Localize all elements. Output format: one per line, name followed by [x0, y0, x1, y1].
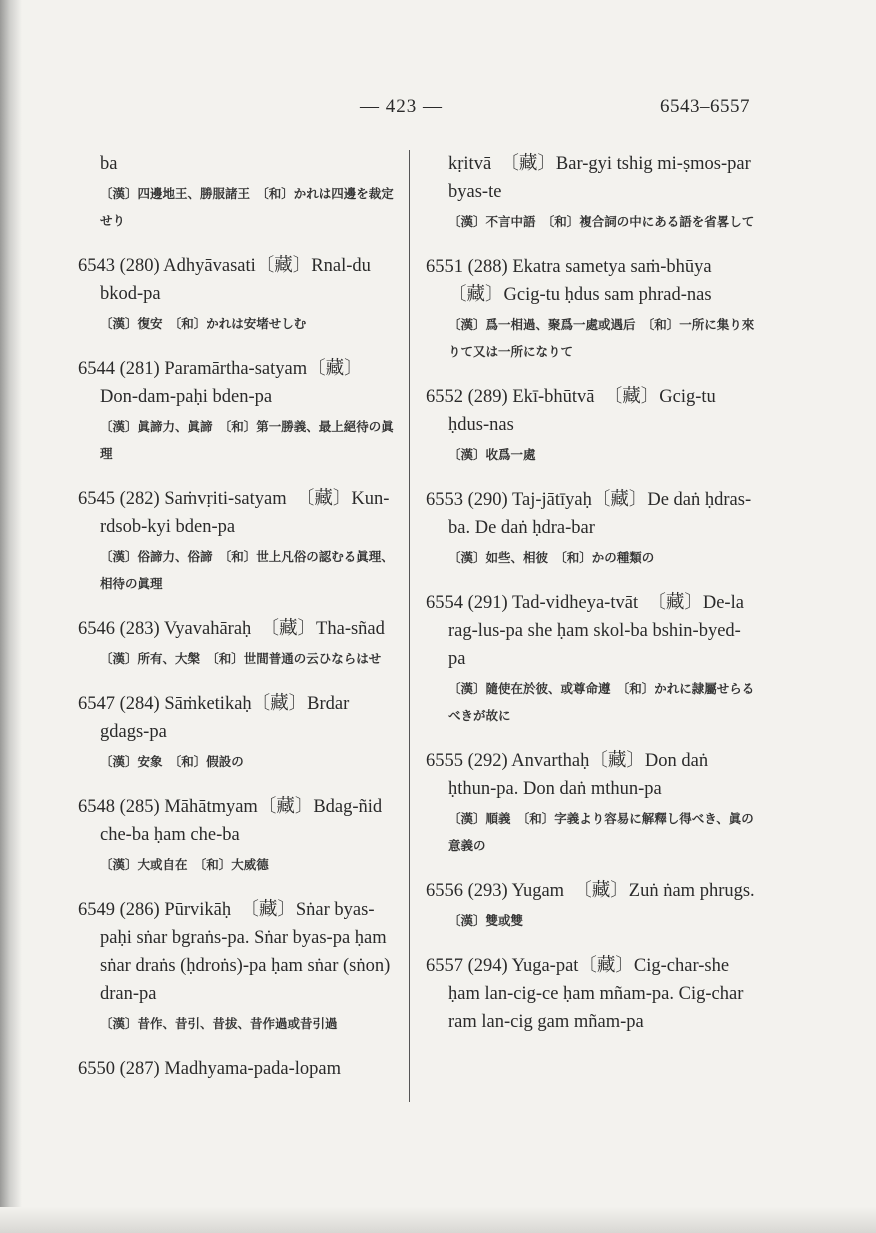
- right-column: [426, 150, 756, 1054]
- entry-head: 6554 (291) Tad-vidheya-tvāt 〔藏〕De-la rag-lus-pa she ḥam skol-ba bshin-byed-pa: [426, 593, 744, 669]
- entry-gloss: 〔漢〕爲一相過、聚爲一處或遇后 〔和〕一所に集り來りて又は一所になりて: [448, 317, 755, 359]
- entry-head: 6549 (286) Pūrvikāḥ 〔藏〕Sṅar byas-paḥi sṅar bgraṅs-pa. Sṅar byas-pa ḥam sṅar draṅs (ḥdroṅs)-pa ḥam sṅar (sṅon) dran-pa: [78, 900, 391, 1004]
- scan-bottom-shadow: [0, 1207, 876, 1233]
- page-header: [0, 96, 876, 126]
- scan-edge-shadow: [0, 0, 22, 1233]
- entry-gloss: 〔漢〕俗諦力、俗諦 〔和〕世上凡俗の認むる眞理、相待の眞理: [100, 549, 394, 591]
- entry-gloss: 〔漢〕雙或雙: [448, 913, 524, 928]
- dictionary-entry: [426, 150, 756, 235]
- entry-head: 6545 (282) Saṁvṛiti-satyam 〔藏〕Kun-rdsob-kyi bden-pa: [78, 489, 390, 537]
- dictionary-entry: [78, 252, 398, 337]
- entry-head: 6557 (294) Yuga-pat〔藏〕Cig-char-she ḥam lan-cig-ce ḥam mñam-pa. Cig-char ram lan-cig gam mñam-pa: [426, 956, 744, 1032]
- dictionary-entry: [78, 1055, 398, 1083]
- dictionary-entry: [426, 486, 756, 571]
- entry-head: 6552 (289) Ekī-bhūtvā 〔藏〕Gcig-tu ḥdus-nas: [426, 387, 716, 435]
- left-column: [78, 150, 398, 1101]
- entry-head: 6551 (288) Ekatra sametya saṁ-bhūya 〔藏〕Gcig-tu ḥdus sam phrad-nas: [426, 257, 731, 305]
- dictionary-entry: [426, 383, 756, 468]
- entry-gloss: 〔漢〕收爲一處: [448, 447, 536, 462]
- dictionary-entry: [78, 150, 398, 234]
- dictionary-entry: [426, 877, 756, 934]
- dictionary-entry: [426, 589, 756, 729]
- entry-gloss: 〔漢〕復安 〔和〕かれは安堵せしむ: [100, 316, 307, 331]
- entry-gloss: 〔漢〕不言中語 〔和〕複合詞の中にある語を省畧して: [448, 214, 755, 229]
- entry-head: 6547 (284) Sāṁketikaḥ〔藏〕Brdar gdags-pa: [78, 694, 350, 742]
- entry-head: 6543 (280) Adhyāvasati〔藏〕Rnal-du bkod-pa: [78, 256, 371, 304]
- dictionary-entry: [426, 253, 756, 365]
- dictionary-entry: [78, 485, 398, 597]
- column-divider: [409, 150, 410, 1102]
- entry-head: kṛitvā 〔藏〕Bar-gyi tshig mi-ṣmos-par byas-te: [448, 154, 751, 202]
- entry-head: 6550 (287) Madhyama-pada-lopam: [78, 1059, 342, 1079]
- entry-gloss: 〔漢〕如些、相彼 〔和〕かの種類の: [448, 550, 655, 565]
- dictionary-entry: [426, 747, 756, 859]
- entry-gloss: 〔漢〕順義 〔和〕字義より容易に解釋し得べき、眞の意義の: [448, 811, 754, 853]
- entry-gloss: 〔漢〕所有、大槃 〔和〕世間普通の云ひならはせ: [100, 651, 382, 666]
- entry-head: 6553 (290) Taj-jātīyaḥ〔藏〕De daṅ ḥdras-ba. De daṅ ḥdra-bar: [426, 490, 752, 538]
- dictionary-entry: [78, 355, 398, 467]
- entry-head: 6556 (293) Yugam 〔藏〕Zuṅ ṅam phrugs.: [426, 881, 755, 901]
- entry-gloss: 〔漢〕大或自在 〔和〕大威德: [100, 857, 269, 872]
- entry-head: 6546 (283) Vyavahāraḥ 〔藏〕Tha-sñad: [78, 619, 385, 639]
- page-number: — 423 —: [360, 96, 443, 117]
- dictionary-entry: [78, 896, 398, 1037]
- entry-gloss: 〔漢〕四邊地王、勝服諸王 〔和〕かれは四邊を裁定せり: [100, 186, 394, 228]
- entry-gloss: 〔漢〕眞諦力、眞諦 〔和〕第一勝義、最上絕待の眞理: [100, 419, 394, 461]
- entry-range: 6543–6557: [660, 96, 750, 117]
- entry-head: ba: [100, 154, 118, 174]
- entry-gloss: 〔漢〕安象 〔和〕假設の: [100, 754, 244, 769]
- dictionary-entry: [78, 793, 398, 878]
- entry-gloss: 〔漢〕昔作、昔引、昔拔、昔作過或昔引過: [100, 1016, 338, 1031]
- dictionary-entry: [78, 615, 398, 672]
- dictionary-entry: [78, 690, 398, 775]
- entry-head: 6555 (292) Anvarthaḥ〔藏〕Don daṅ ḥthun-pa. Don daṅ mthun-pa: [426, 751, 709, 799]
- entry-head: 6548 (285) Māhātmyam〔藏〕Bdag-ñid che-ba ḥam che-ba: [78, 797, 383, 845]
- entry-gloss: 〔漢〕隨使在於彼、或尊命遵 〔和〕かれに隷屬せらるべきが故に: [448, 681, 755, 723]
- dictionary-entry: [426, 952, 756, 1036]
- entry-head: 6544 (281) Paramārtha-satyam〔藏〕Don-dam-paḥi bden-pa: [78, 359, 363, 407]
